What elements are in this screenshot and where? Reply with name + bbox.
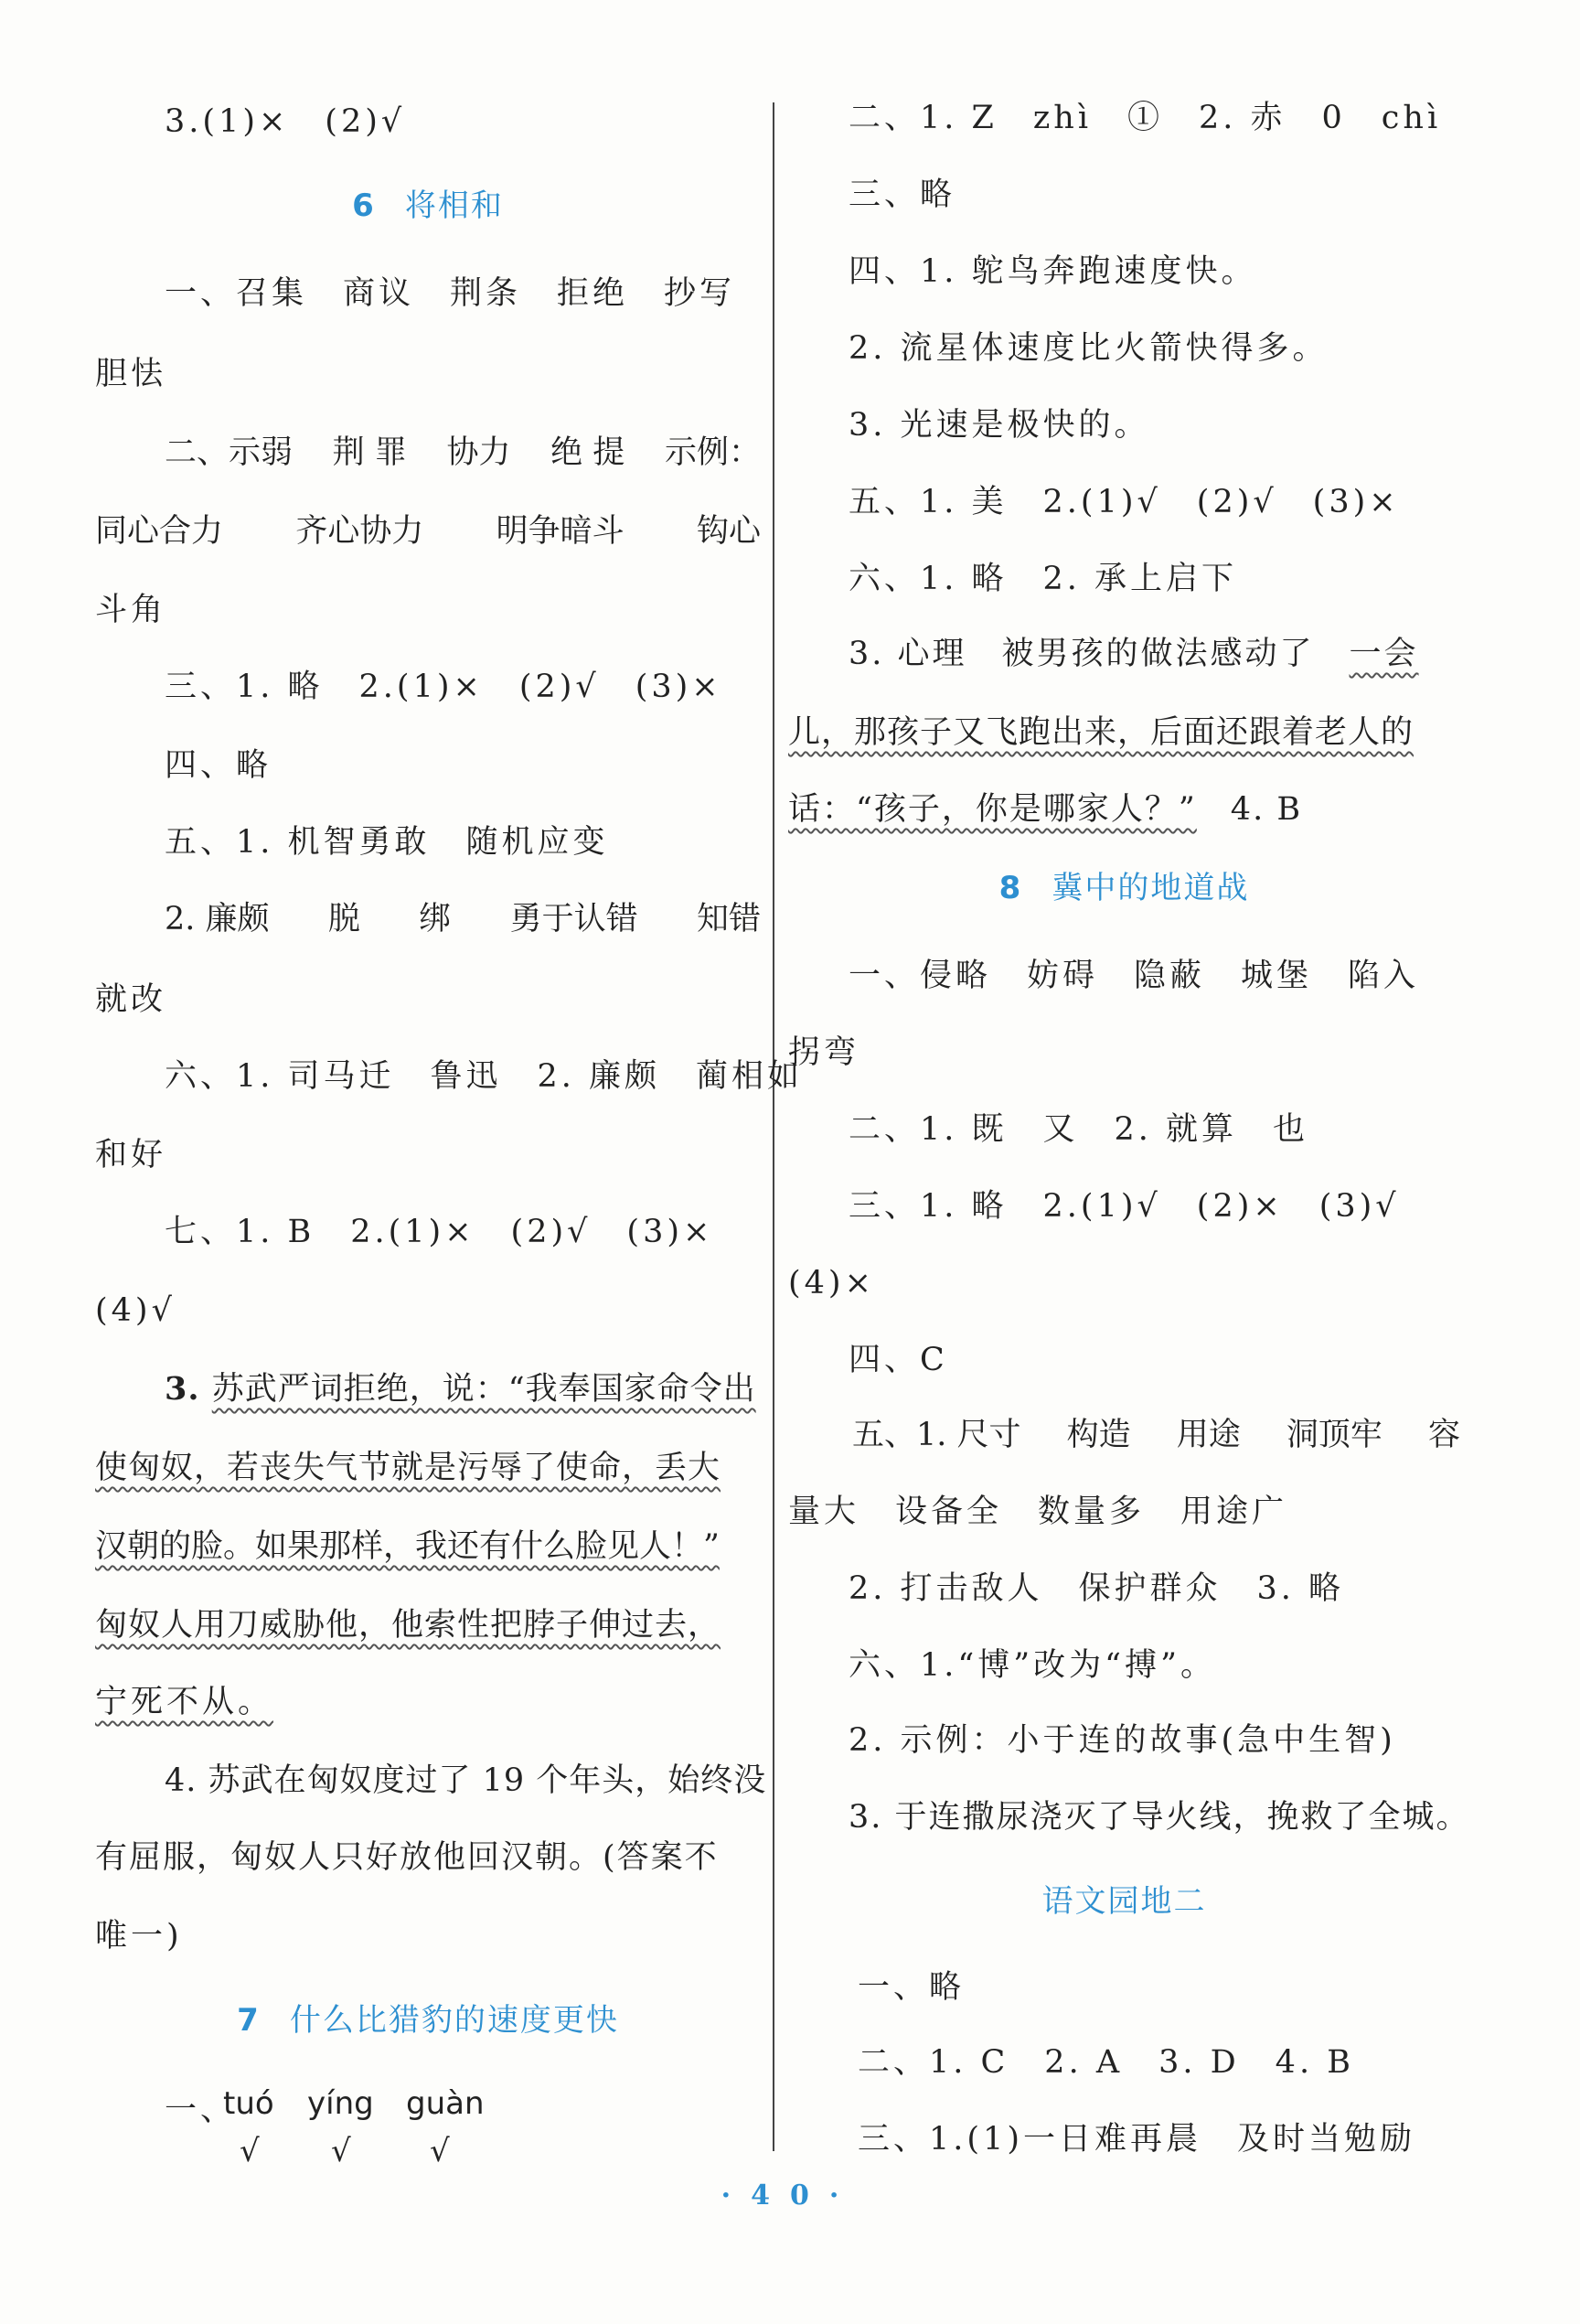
answer-segment: 勇于认错 xyxy=(509,901,638,937)
section-title xyxy=(95,1997,761,2043)
answer-line: 四、1. 鸵鸟奔跑速度快。 xyxy=(849,253,1257,290)
answer-line: 二、1. Z zhì ① 2. 赤 0 chì xyxy=(849,100,1442,136)
section-title xyxy=(95,183,761,229)
answer-line: 四、略 xyxy=(165,747,272,784)
answer-line: 就改 xyxy=(95,981,167,1018)
answer-segment: 钩心 xyxy=(696,513,761,550)
answer-line: 二、1. C 2. A 3. D 4. B xyxy=(858,2044,1354,2081)
answer-segment: 五、1. 尺寸 xyxy=(852,1417,1021,1453)
answer-line: 三、1. 略 2.(1)√ (2)× (3)√ xyxy=(849,1188,1400,1225)
answer-segment: 绑 xyxy=(419,901,452,937)
answer-segment: 2. 廉颇 xyxy=(165,901,270,937)
answer-line: 和好 xyxy=(95,1137,167,1173)
answer-line xyxy=(95,509,761,554)
answer-line: 斗角 xyxy=(95,592,167,628)
answer-line xyxy=(849,631,1419,677)
section-title xyxy=(788,865,1460,911)
section-number: 6 xyxy=(352,187,376,224)
pinyin-answers xyxy=(223,2085,607,2177)
column-divider xyxy=(773,102,774,2151)
answer-line xyxy=(788,787,1302,832)
answer-segment: 用途 xyxy=(1176,1417,1241,1453)
answer-number: 3. xyxy=(165,1370,212,1408)
answer-segment: 构造 xyxy=(1066,1417,1131,1453)
answer-line: 2. 打击敌人 保护群众 3. 略 xyxy=(849,1570,1345,1607)
underlined-text: 使匈奴，若丧失气节就是污辱了使命，丢大 xyxy=(95,1450,721,1486)
answer-line xyxy=(165,430,761,476)
answer-line: 2. 流星体速度比火箭快得多。 xyxy=(849,330,1329,367)
answer-line: 三、1. 略 2.(1)× (2)√ (3)× xyxy=(165,669,722,705)
answer-line: 唯一) xyxy=(95,1918,183,1955)
underlined-text: 匈奴人用刀威胁他，他索性把脖子伸过去， xyxy=(95,1607,721,1644)
underlined-text: 宁死不从。 xyxy=(95,1684,274,1720)
answer-line: 一、召集 商议 荆条 拒绝 抄写 xyxy=(165,275,736,312)
section-number: 7 xyxy=(237,2002,261,2039)
pinyin: tuó xyxy=(223,2085,274,2122)
page-number-dot: · xyxy=(828,2179,859,2212)
answer-line: 胆怯 xyxy=(95,356,167,392)
answer-line xyxy=(165,896,761,942)
answer-line: (4)× xyxy=(788,1265,875,1301)
answer-segment: 3. 心理 被男孩的做法感动了 xyxy=(849,636,1350,672)
answer-line: 3.(1)× (2)√ xyxy=(165,103,406,140)
answer-line: 3. 于连撒尿浇灭了导火线，挽救了全城。 xyxy=(849,1799,1470,1836)
answer-line: 拐弯 xyxy=(788,1034,860,1071)
answer-line: 七、1. B 2.(1)× (2)√ (3)× xyxy=(165,1214,714,1250)
answer-line xyxy=(165,1366,756,1412)
answer-line: 五、1. 美 2.(1)√ (2)√ (3)× xyxy=(849,484,1400,520)
underlined-text: 汉朝的脸。如果那样，我还有什么脸见人！” xyxy=(95,1528,720,1565)
page-number xyxy=(0,2179,1580,2212)
answer-segment: 脱 xyxy=(327,901,360,937)
answer-segment: 齐心协力 xyxy=(295,513,424,550)
section-title-text: 将相和 xyxy=(404,187,504,224)
answer-line: 量大 设备全 数量多 用途广 xyxy=(788,1494,1288,1530)
underlined-text: 一会 xyxy=(1349,636,1419,672)
check-mark: √ xyxy=(240,2133,260,2169)
answer-line: 三、1.(1)一日难再晨 及时当勉励 xyxy=(858,2121,1415,2158)
answer-segment: 荆 罪 xyxy=(332,434,407,471)
answer-line: 3. 光速是极快的。 xyxy=(849,407,1150,444)
answer-line: 六、1.“博”改为“搏”。 xyxy=(849,1647,1216,1684)
pinyin: yíng xyxy=(307,2085,374,2122)
answer-segment: 同心合力 xyxy=(95,513,224,550)
section-number: 8 xyxy=(998,870,1023,906)
answer-segment: 明争暗斗 xyxy=(496,513,625,550)
answer-line xyxy=(852,1412,1460,1458)
answer-line: 有屈服，匈奴人只好放他回汉朝。(答案不 xyxy=(95,1839,719,1876)
answer-segment: 协力 xyxy=(446,434,511,471)
answer-line: 四、C xyxy=(849,1342,948,1378)
answer-segment: 绝 提 xyxy=(550,434,625,471)
answer-line: 4. 苏武在匈奴度过了 19 个年头，始终没 xyxy=(165,1762,767,1799)
section-title-text: 语文园地二 xyxy=(1041,1883,1207,1920)
underlined-text: 话：“孩子，你是哪家人？” xyxy=(788,791,1197,828)
page-number-value: 40 xyxy=(751,2179,829,2212)
answer-segment: 二、示弱 xyxy=(165,434,294,471)
answer-line: (4)√ xyxy=(95,1292,176,1329)
answer-line: 一、 xyxy=(165,2092,237,2128)
underlined-text: 苏武严词拒绝，说：“我奉国家命令出 xyxy=(211,1371,756,1408)
answer-line: 五、1. 机智勇敢 随机应变 xyxy=(165,824,609,861)
page-number-dot: · xyxy=(721,2179,752,2212)
check-mark: √ xyxy=(430,2133,450,2169)
answer-line: 六、1. 司马迁 鲁迅 2. 廉颇 蔺相如 xyxy=(165,1058,804,1095)
section-title-text: 冀中的地道战 xyxy=(1052,870,1250,906)
answer-line: 一、侵略 妨碍 隐蔽 城堡 陷入 xyxy=(849,958,1420,994)
answer-segment: 4. B xyxy=(1196,791,1303,828)
pinyin: guàn xyxy=(406,2085,485,2122)
answer-segment: 示例： xyxy=(664,434,761,471)
answer-segment: 容 xyxy=(1427,1417,1460,1453)
answer-line: 二、1. 既 又 2. 就算 也 xyxy=(849,1111,1309,1148)
underlined-text: 儿，那孩子又飞跑出来，后面还跟着老人的 xyxy=(788,714,1415,751)
section-title xyxy=(788,1879,1460,1924)
answer-segment: 洞顶牢 xyxy=(1286,1417,1382,1453)
answer-line: 六、1. 略 2. 承上启下 xyxy=(849,561,1238,597)
answer-segment: 知错 xyxy=(696,901,761,937)
section-title-text: 什么比猎豹的速度更快 xyxy=(289,2002,619,2039)
answer-line: 三、略 xyxy=(849,177,956,213)
check-mark: √ xyxy=(331,2133,351,2169)
answer-line: 2. 示例：小于连的故事(急中生智) xyxy=(849,1722,1396,1759)
answer-line: 一、略 xyxy=(858,1969,966,2006)
